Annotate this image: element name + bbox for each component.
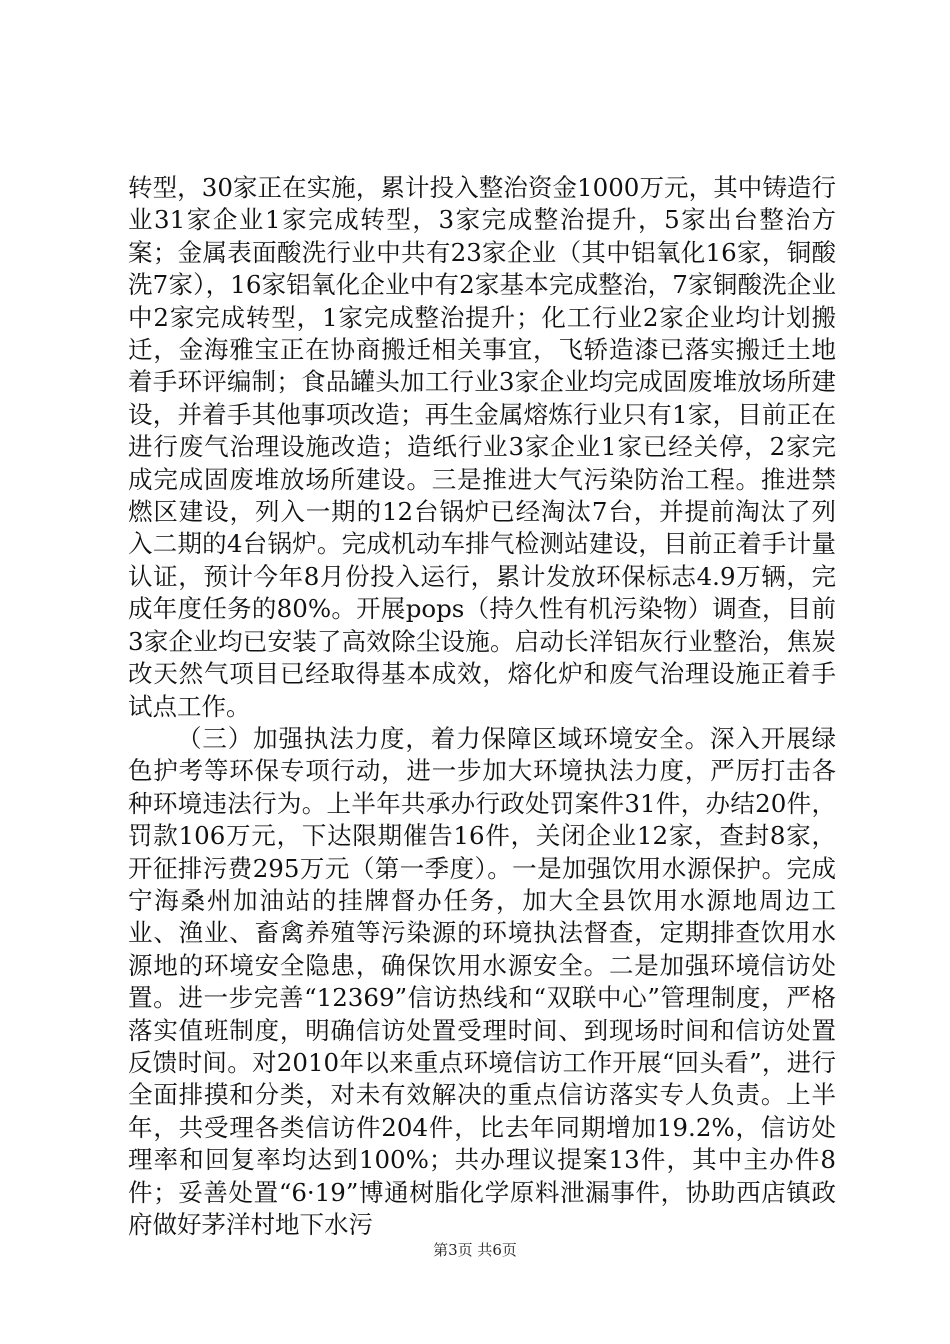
body-paragraph: 转型，30家正在实施，累计投入整治资金1000万元，其中铸造行业31家企业1家完成转型，3家完成整治提升，5家出台整治方案；金属表面酸洗行业中共有23家企业（其中铝氧化16家，铜酸洗7家），16家铝氧化企业中有2家基本完成整治，7家铜酸洗企业中2家完成转型，1家完成整治提升；化工行业2家企业均计划搬迁，金海雅宝正在协商搬迁相关事宜，飞轿造漆已落实搬迁土地着手环评编制；食品罐头加工行业3家企业均完成固废堆放场所建设，并着手其他事项改造；再生金属熔炼行业只有1家，目前正在进行废气治理设施改造；造纸行业3家企业1家已经关停，2家完成完成固废堆放场所建设。三是推进大气污染防治工程。推进禁燃区建设，列入一期的12台锅炉已经淘汰7台，并提前淘汰了列入二期的4台锅炉。完成机动车排气检测站建设，目前正着手计量认证，预计今年8月份投入运行，累计发放环保标志4.9万辆，完成年度任务的80%。开展pops（持久性有机污染物）调查，目前3家企业均已安装了高效除尘设施。启动长洋铝灰行业整治，焦炭改天然气项目已经取得基本成效，熔化炉和废气治理设施正着手试点工作。 — [128, 173, 836, 721]
document-body — [128, 172, 836, 1241]
page-number-footer: 第3页 共6页 — [433, 1241, 517, 1259]
body-paragraph: （三）加强执法力度，着力保障区域环境安全。深入开展绿色护考等环保专项行动，进一步加大环境执法力度，严厉打击各种环境违法行为。上半年共承办行政处罚案件31件，办结20件，罚款106万元，下达限期催告16件，关闭企业12家，查封8家，开征排污费295万元（第一季度）。一是加强饮用水源保护。完成宁海桑州加油站的挂牌督办任务，加大全县饮用水源地周边工业、渔业、畜禽养殖等污染源的环境执法督查，定期排查饮用水源地的环境安全隐患，确保饮用水源安全。二是加强环境信访处置。进一步完善“12369”信访热线和“双联中心”管理制度，严格落实值班制度，明确信访处置受理时间、到现场时间和信访处置反馈时间。对2010年以来重点环境信访工作开展“回头看”，进行全面排摸和分类，对未有效解决的重点信访落实专人负责。上半年，共受理各类信访件204件，比去年同期增加19.2%，信访处理率和回复率均达到100%；共办理议提案13件，其中主办件8件；妥善处置“6·19”博通树脂化学原料泄漏事件，协助西店镇政府做好茅洋村地下水污 — [128, 723, 836, 1239]
